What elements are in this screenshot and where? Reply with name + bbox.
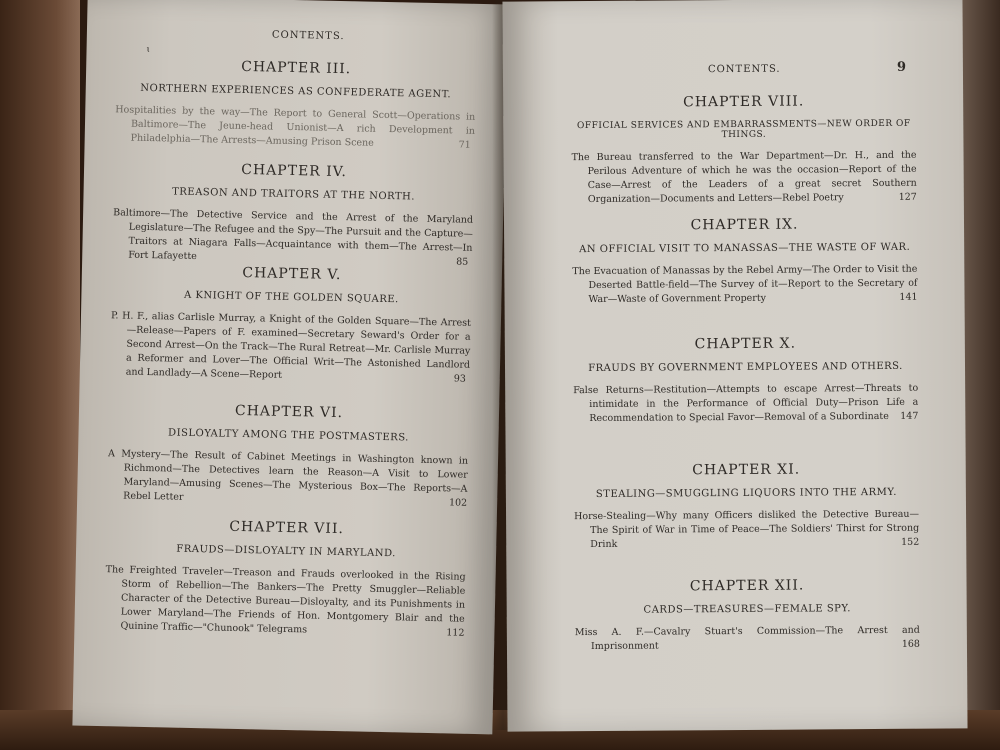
chapter-title: CHAPTER V. <box>242 264 342 284</box>
summary-text: False Returns—Restitution—Attempts to escape Arrest—Threats to intimidate in the Performance of Official Duty—Prison Life a Recommendation to Special Favor—Removal of a Subordinate <box>573 382 919 425</box>
summary-text: Horse-Stealing—Why many Officers disliked the Detective Bureau—The Spirit of War in Time of Peace—The Soldiers' Thirst for Strong Drink <box>574 508 920 551</box>
chapter-subtitle: FRAUDS—DISLOYALTY IN MARYLAND. <box>176 543 396 560</box>
page-number: 9 <box>896 59 907 75</box>
chapter-title: CHAPTER VIII. <box>683 93 805 111</box>
summary-text: Miss A. F.—Cavalry Stuart's Commission—The Arrest and Imprisonment <box>574 624 920 653</box>
chapter-title: CHAPTER IV. <box>241 161 348 181</box>
chapter-title: CHAPTER VII. <box>229 518 345 538</box>
chapter-subtitle: DISLOYALTY AMONG THE POSTMASTERS. <box>167 427 410 444</box>
chapter-subtitle: STEALING—SMUGGLING LIQUORS INTO THE ARMY. <box>595 486 897 500</box>
chapter-4 <box>112 159 474 270</box>
chapter-title: CHAPTER X. <box>694 335 797 353</box>
page-ref: 152 <box>901 536 920 548</box>
chapter-summary <box>107 447 468 511</box>
page-ref: 127 <box>898 191 917 203</box>
chapter-summary <box>572 149 917 207</box>
summary-text: P. H. F., alias Carlisle Murray, a Knight of the Golden Square—The Arrest—Release—Papers of F. examined—Secretary Seward's Order for a Second Arrest—On the Track—The Rural Retreat—Mr. Carlisle Murray a Reformer and Lover—The Official Writ—The Astonished Landlord and Landlady—A Scene—Report <box>110 310 472 381</box>
running-head: CONTENTS. <box>271 29 345 43</box>
chapter-subtitle: A KNIGHT OF THE GOLDEN SQUARE. <box>183 289 399 306</box>
left-page <box>72 0 507 734</box>
table-surface-left <box>0 0 80 750</box>
chapter-11 <box>574 461 920 552</box>
page-ref: 71 <box>458 139 471 151</box>
chapter-9 <box>572 216 918 307</box>
chapter-5 <box>110 262 472 387</box>
chapter-title: CHAPTER IX. <box>690 216 799 234</box>
chapter-title: CHAPTER XI. <box>692 461 801 479</box>
summary-text: The Freighted Traveler—Treason and Frauds overlooked in the Rising Storm of Rebellion—The Bankers—The Pretty Smuggler—Reliable Character of the Detective Bureau—Disloyalty, and its Punishments in Lower Maryland—The Friends of Hon. Montgomery Blair and the Quinine Traffic—"Chunook" Telegrams <box>105 564 466 636</box>
chapter-title: CHAPTER VI. <box>234 402 344 422</box>
chapter-title: CHAPTER XII. <box>689 577 805 595</box>
right-page <box>502 0 967 732</box>
chapter-7 <box>104 516 466 641</box>
chapter-subtitle: CARDS—TREASURES—FEMALE SPY. <box>643 603 851 616</box>
chapter-8 <box>571 93 917 207</box>
chapter-subtitle: FRAUDS BY GOVERNMENT EMPLOYEES AND OTHERS. <box>588 360 903 375</box>
chapter-summary <box>115 103 476 153</box>
chapter-title: CHAPTER III. <box>241 58 352 78</box>
summary-text: The Bureau transferred to the War Department—Dr. H., and the Perilous Adventure of which he was the occasion—Report of the Case—Arrest of the Leaders of a great secret Southern Organization—Documents and Letters—Rebel Poetry <box>571 149 917 206</box>
running-head: CONTENTS. <box>707 63 781 76</box>
summary-text: Baltimore—The Detective Service and the Arrest of the Maryland Legislature—The Refugee and the Spy—The Pursuit and the Capture—Traitors at Niagara Falls—Acquaintance with them—The Arrest—In Fort Lafayette <box>113 207 474 263</box>
summary-text: A Mystery—The Result of Cabinet Meetings in Washington known in Richmond—The Detectives learn the Reason—A Visit to Lower Maryland—Amusing Scenes—The Mysterious Box—The Reports—A Rebel Letter <box>107 448 469 503</box>
chapter-subtitle: NORTHERN EXPERIENCES AS CONFEDERATE AGENT. <box>140 82 452 101</box>
chapter-summary <box>112 206 473 270</box>
chapter-subtitle: TREASON AND TRAITORS AT THE NORTH. <box>172 186 416 203</box>
page-ref: 93 <box>453 373 466 385</box>
chapter-subtitle: AN OFFICIAL VISIT TO MANASSAS—THE WASTE OF WAR. <box>579 241 911 256</box>
page-ref: 102 <box>448 497 468 509</box>
chapter-12 <box>574 577 920 654</box>
page-ref: 141 <box>899 291 918 303</box>
chapter-summary <box>574 508 919 552</box>
summary-text: The Evacuation of Manassas by the Rebel Army—The Order to Visit the Deserted Battle-field—The Survey of it—Report to the Secretary of War—Waste of Government Property <box>572 263 918 306</box>
chapter-summary <box>104 563 465 641</box>
chapter-subtitle: OFFICIAL SERVICES AND EMBARRASSMENTS—NEW ORDER OF THINGS. <box>576 118 911 141</box>
page-ref: 85 <box>456 256 469 268</box>
summary-text: Hospitalities by the way—The Report to General Scott—Operations in Baltimore—The Jeune-head Unionist—A rich Development in Philadelphia—The Arrests—Amusing Prison Scene <box>115 104 476 149</box>
chapter-summary <box>575 624 920 654</box>
chapter-6 <box>107 400 469 511</box>
chapter-3 <box>115 56 477 153</box>
page-ref: 147 <box>900 410 919 422</box>
chapter-summary <box>110 309 471 387</box>
page-ref: 112 <box>446 627 465 639</box>
chapter-summary <box>573 382 918 426</box>
chapter-summary <box>572 263 917 307</box>
chapter-10 <box>573 335 919 426</box>
page-mark: ɩ <box>146 44 151 55</box>
page-ref: 168 <box>901 638 920 650</box>
